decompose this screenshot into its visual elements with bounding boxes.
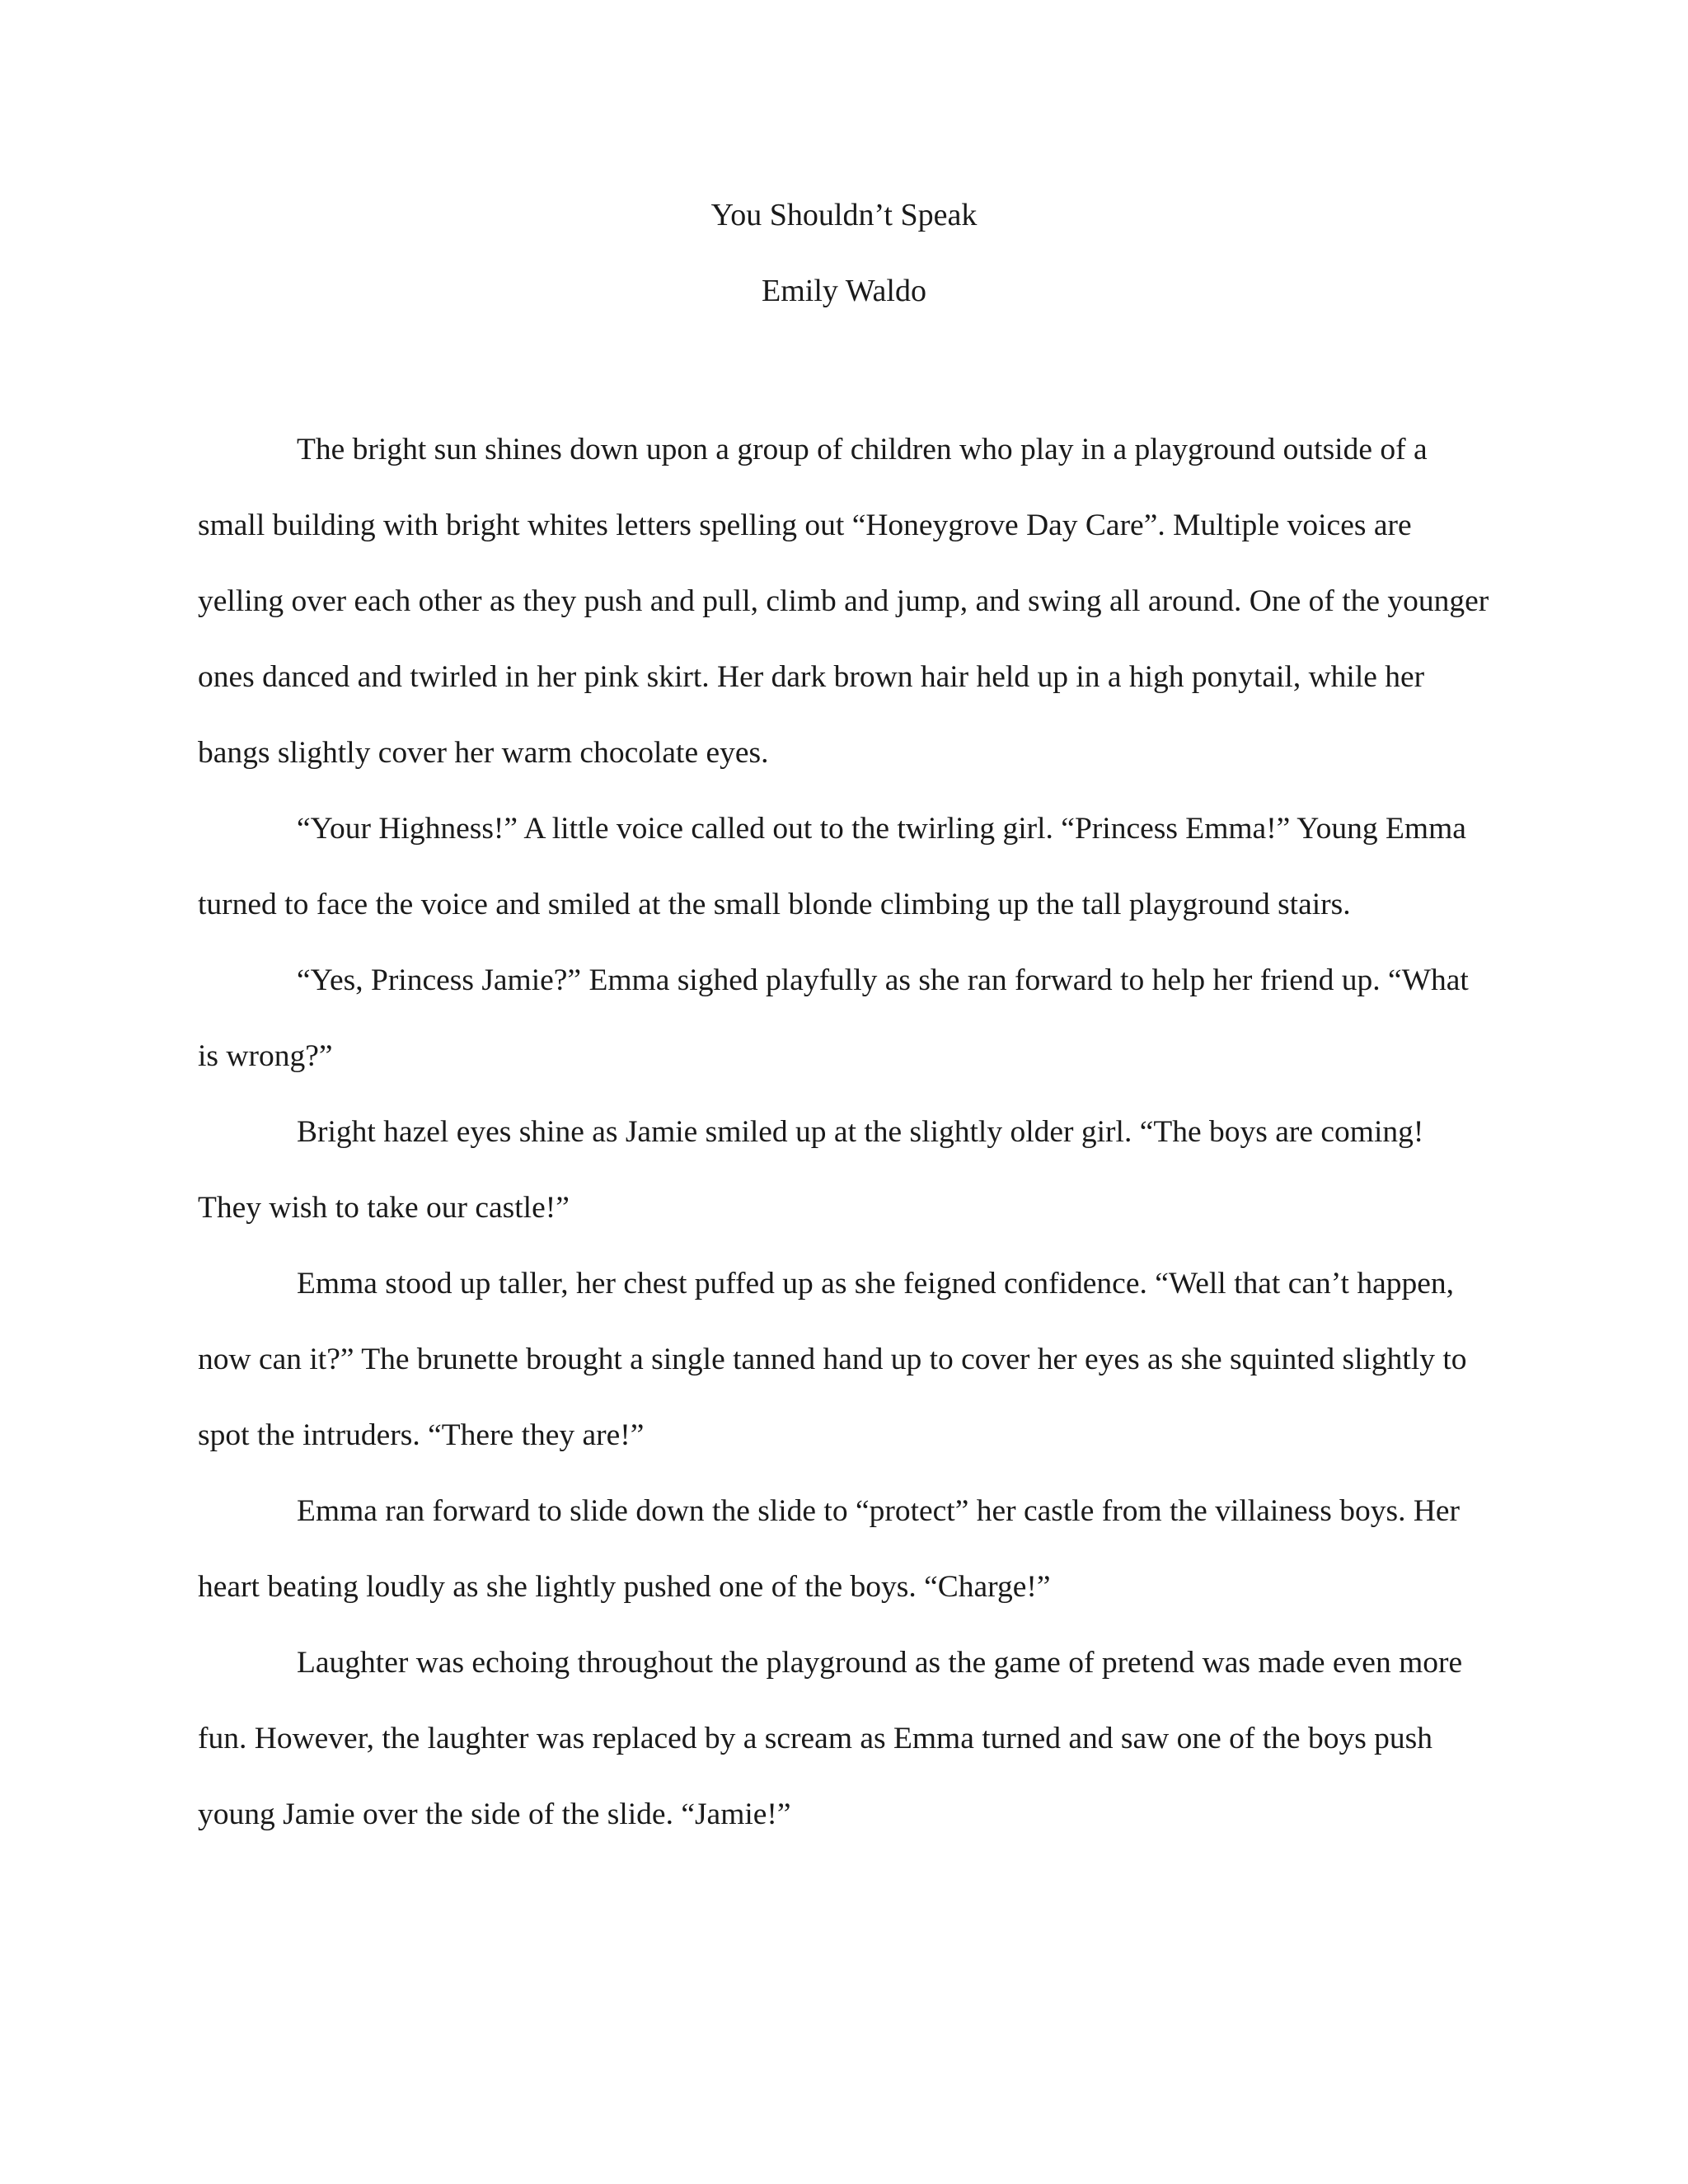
paragraph: Emma stood up taller, her chest puffed up as she feigned confidence. “Well that can’t happen, now can it?” The brunette brought a single tanned hand up to cover her eyes as she squinted slightly to spot the intruders. “There they are!” (198, 1267, 1467, 1452)
paragraph: Emma ran forward to slide down the slide to “protect” her castle from the villainess boys. Her heart beating loudly as she lightly pushed one of the boys. “Charge!” (198, 1494, 1461, 1604)
paragraph: Bright hazel eyes shine as Jamie smiled up at the slightly older girl. “The boys are coming! They wish to take our castle!” (198, 1115, 1424, 1225)
author-name: Emily Waldo (762, 274, 926, 308)
paragraph: Laughter was echoing throughout the playground as the game of pretend was made even more fun. However, the laughter was replaced by a scream as Emma turned and saw one of the boys push young Jamie over the side of the slide. “Jamie!” (198, 1646, 1463, 1831)
paragraph: “Yes, Princess Jamie?” Emma sighed playfully as she ran forward to help her friend up. “What is wrong?” (198, 963, 1469, 1073)
paragraph: “Your Highness!” A little voice called out to the twirling girl. “Princess Emma!” Young Emma turned to face the voice and smiled at the small blonde climbing up the tall playground stairs. (198, 812, 1466, 921)
story-title: You Shouldn’t Speak (710, 198, 978, 232)
paragraph: The bright sun shines down upon a group of children who play in a playground outside of a small building with bright whites letters spelling out “Honeygrove Day Care”. Multiple voices are yelling over each other as they push and pull, climb and jump, and swing all around. One of the younger ones danced and twirled in her pink skirt. Her dark brown hair held up in a high ponytail, while her bangs slightly cover her warm chocolate eyes. (198, 433, 1489, 770)
story-body (198, 412, 1492, 1853)
